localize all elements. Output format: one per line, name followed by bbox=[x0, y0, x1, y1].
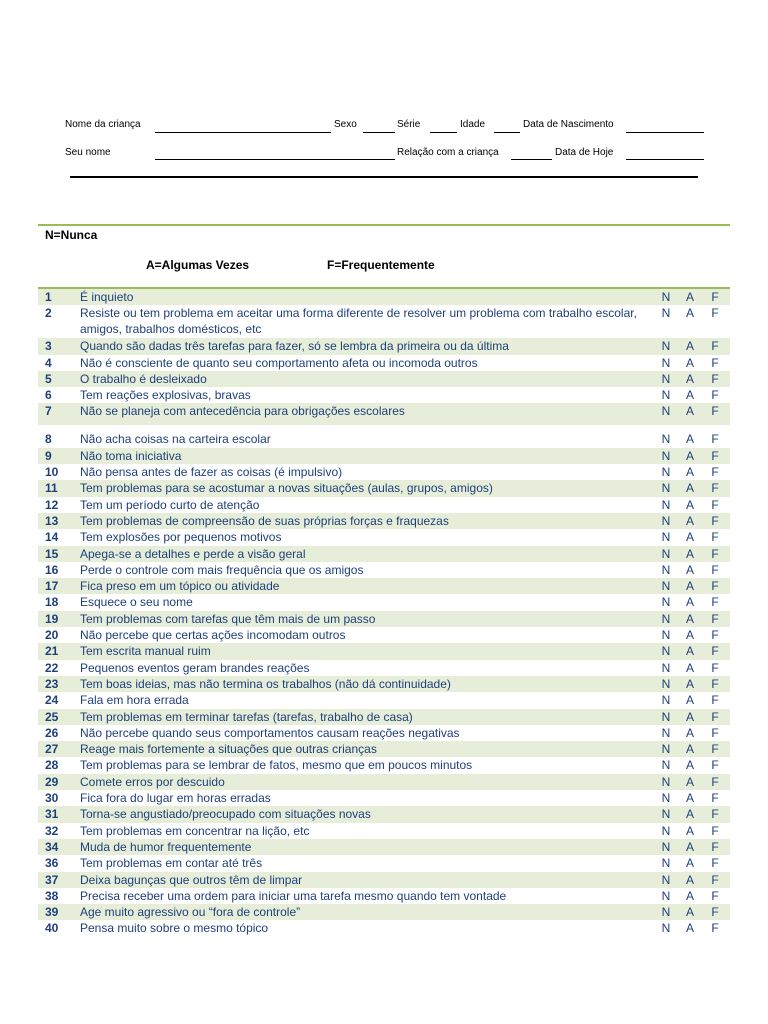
answer-never-option[interactable]: N bbox=[661, 497, 671, 512]
answer-sometimes-option[interactable]: A bbox=[685, 306, 694, 321]
item-text: Fica fora do lugar em horas erradas bbox=[80, 791, 271, 806]
answer-never-option[interactable]: N bbox=[661, 371, 671, 386]
table-row bbox=[38, 338, 730, 354]
item-number: 12 bbox=[45, 497, 59, 512]
answer-never-option[interactable]: N bbox=[661, 530, 671, 545]
item-text: Tem problemas para se lembrar de fatos, mesmo que em poucos minutos bbox=[80, 758, 473, 773]
answer-never-option[interactable]: N bbox=[661, 290, 671, 304]
item-number: 20 bbox=[45, 628, 59, 643]
answer-sometimes-option[interactable]: A bbox=[685, 339, 694, 354]
item-text: Não toma iniciativa bbox=[80, 448, 182, 463]
item-text: Tem problemas com tarefas que têm mais de um passo bbox=[80, 611, 376, 626]
item-number: 37 bbox=[45, 872, 59, 887]
item-text: Quando são dadas três tarefas para fazer, só se lembra da primeira ou da última bbox=[80, 339, 509, 354]
answer-frequently-option[interactable]: F bbox=[711, 388, 719, 403]
answer-frequently-option[interactable]: F bbox=[711, 693, 719, 708]
answer-sometimes-option[interactable]: A bbox=[685, 611, 694, 626]
relation-field[interactable] bbox=[511, 159, 552, 160]
table-row bbox=[38, 529, 730, 545]
answer-frequently-option[interactable]: F bbox=[711, 611, 719, 626]
item-text: Apega-se a detalhes e perde a visão geral bbox=[80, 546, 306, 561]
answer-never-option[interactable]: N bbox=[661, 758, 671, 773]
answer-never-option[interactable]: N bbox=[661, 306, 671, 321]
item-number: 30 bbox=[45, 791, 59, 806]
table-row bbox=[38, 888, 730, 904]
table-row bbox=[38, 855, 730, 871]
answer-sometimes-option[interactable]: A bbox=[685, 725, 694, 740]
item-number: 19 bbox=[45, 611, 59, 626]
answer-never-option[interactable]: N bbox=[661, 388, 671, 403]
table-row bbox=[38, 872, 730, 888]
age-field[interactable] bbox=[494, 132, 520, 133]
table-row bbox=[38, 562, 730, 578]
answer-never-option[interactable]: N bbox=[661, 644, 671, 659]
answer-sometimes-option[interactable]: A bbox=[685, 513, 694, 528]
answer-sometimes-option[interactable]: A bbox=[685, 905, 694, 920]
child-name-field[interactable] bbox=[155, 132, 331, 133]
item-number: 8 bbox=[45, 432, 52, 447]
answer-sometimes-option[interactable]: A bbox=[685, 404, 694, 419]
table-row bbox=[38, 790, 730, 806]
answer-sometimes-option[interactable]: A bbox=[685, 644, 694, 659]
answer-sometimes-option[interactable]: A bbox=[685, 856, 694, 871]
table-row bbox=[38, 594, 730, 610]
table-row bbox=[38, 823, 730, 839]
table-row bbox=[38, 387, 730, 403]
answer-frequently-option[interactable]: F bbox=[711, 921, 719, 936]
item-number: 13 bbox=[45, 513, 59, 528]
item-number: 27 bbox=[45, 742, 59, 757]
answer-sometimes-option[interactable]: A bbox=[685, 371, 694, 386]
answer-sometimes-option[interactable]: A bbox=[685, 676, 694, 691]
answer-sometimes-option[interactable]: A bbox=[685, 355, 694, 370]
item-number: 2 bbox=[45, 306, 52, 321]
table-row bbox=[38, 643, 730, 659]
answer-sometimes-option[interactable]: A bbox=[685, 823, 694, 838]
table-row bbox=[38, 578, 730, 594]
answer-never-option[interactable]: N bbox=[661, 628, 671, 643]
item-number: 14 bbox=[45, 530, 59, 545]
grade-label: Série bbox=[397, 119, 421, 130]
table-row bbox=[38, 660, 730, 676]
answer-never-option[interactable]: N bbox=[661, 595, 671, 610]
table-row bbox=[38, 497, 730, 513]
table-row bbox=[38, 676, 730, 692]
table-row bbox=[38, 371, 730, 387]
item-number: 24 bbox=[45, 693, 59, 708]
answer-sometimes-option[interactable]: A bbox=[685, 921, 694, 936]
item-text: Esquece o seu nome bbox=[80, 595, 193, 610]
table-row bbox=[38, 355, 730, 371]
item-number: 34 bbox=[45, 839, 59, 854]
item-number: 1 bbox=[45, 290, 52, 304]
answer-never-option[interactable]: N bbox=[661, 839, 671, 854]
your-name-label: Seu nome bbox=[65, 147, 111, 158]
item-text: Deixa bagunças que outros têm de limpar bbox=[80, 872, 303, 887]
answer-frequently-option[interactable]: F bbox=[711, 774, 719, 789]
answer-never-option[interactable]: N bbox=[661, 513, 671, 528]
items-table bbox=[38, 289, 730, 937]
child-name-label: Nome da criança bbox=[65, 119, 141, 130]
item-text: Fala em hora errada bbox=[80, 693, 189, 708]
answer-never-option[interactable]: N bbox=[661, 546, 671, 561]
table-row bbox=[38, 627, 730, 643]
answer-sometimes-option[interactable]: A bbox=[685, 481, 694, 496]
item-number: 21 bbox=[45, 644, 59, 659]
item-text: Fica preso em um tópico ou atividade bbox=[80, 579, 280, 594]
table-row bbox=[38, 774, 730, 790]
answer-never-option[interactable]: N bbox=[661, 432, 671, 447]
item-text: Não é consciente de quanto seu comportamento afeta ou incomoda outros bbox=[80, 355, 478, 370]
answer-never-option[interactable]: N bbox=[661, 481, 671, 496]
answer-frequently-option[interactable]: F bbox=[711, 355, 719, 370]
relation-label: Relação com a criança bbox=[397, 147, 499, 158]
legend-top-rule bbox=[38, 224, 730, 226]
answer-never-option[interactable]: N bbox=[661, 579, 671, 594]
answer-sometimes-option[interactable]: A bbox=[685, 562, 694, 577]
today-label: Data de Hoje bbox=[555, 147, 614, 158]
answer-never-option[interactable]: N bbox=[661, 693, 671, 708]
answer-frequently-option[interactable]: F bbox=[711, 905, 719, 920]
age-label: Idade bbox=[460, 119, 486, 130]
answer-sometimes-option[interactable]: A bbox=[685, 758, 694, 773]
item-number: 38 bbox=[45, 888, 59, 903]
answer-never-option[interactable]: N bbox=[661, 709, 671, 724]
item-text: Não pensa antes de fazer as coisas (é impulsivo) bbox=[80, 465, 343, 480]
answer-frequently-option[interactable]: F bbox=[711, 709, 719, 724]
item-number: 9 bbox=[45, 448, 52, 463]
answer-frequently-option[interactable]: F bbox=[711, 404, 719, 419]
table-row bbox=[38, 513, 730, 529]
table-row bbox=[38, 305, 730, 338]
answer-never-option[interactable]: N bbox=[661, 807, 671, 822]
item-number: 10 bbox=[45, 465, 59, 480]
table-row bbox=[38, 904, 730, 920]
item-text: Tem problemas em terminar tarefas (tarefas, trabalho de casa) bbox=[80, 709, 413, 724]
answer-never-option[interactable]: N bbox=[661, 921, 671, 936]
today-field[interactable] bbox=[626, 159, 704, 160]
item-text: Reage mais fortemente a situações que outras crianças bbox=[80, 742, 377, 757]
answer-frequently-option[interactable]: F bbox=[711, 823, 719, 838]
item-text: Tem problemas em contar até três bbox=[80, 856, 263, 871]
answer-frequently-option[interactable]: F bbox=[711, 481, 719, 496]
answer-never-option[interactable]: N bbox=[661, 562, 671, 577]
answer-sometimes-option[interactable]: A bbox=[685, 872, 694, 887]
answer-never-option[interactable]: N bbox=[661, 742, 671, 757]
answer-frequently-option[interactable]: F bbox=[711, 725, 719, 740]
item-text: Tem escrita manual ruim bbox=[80, 644, 211, 659]
answer-frequently-option[interactable]: F bbox=[711, 742, 719, 757]
item-number: 15 bbox=[45, 546, 59, 561]
answer-sometimes-option[interactable]: A bbox=[685, 660, 694, 675]
grade-field[interactable] bbox=[430, 132, 457, 133]
item-text: Tem problemas em concentrar na lição, etc bbox=[80, 823, 310, 838]
table-row bbox=[38, 448, 730, 464]
answer-sometimes-option[interactable]: A bbox=[685, 839, 694, 854]
answer-sometimes-option[interactable]: A bbox=[685, 290, 694, 304]
item-number: 39 bbox=[45, 905, 59, 920]
item-text: Pensa muito sobre o mesmo tópico bbox=[80, 921, 269, 936]
answer-frequently-option[interactable]: F bbox=[711, 497, 719, 512]
answer-never-option[interactable]: N bbox=[661, 448, 671, 463]
table-row bbox=[38, 692, 730, 708]
item-text: Tem reações explosivas, bravas bbox=[80, 388, 251, 403]
table-row bbox=[38, 611, 730, 627]
item-number: 40 bbox=[45, 921, 59, 936]
item-number: 32 bbox=[45, 823, 59, 838]
answer-frequently-option[interactable]: F bbox=[711, 888, 719, 903]
item-text: Não se planeja com antecedência para obrigações escolares bbox=[80, 404, 405, 419]
table-row bbox=[38, 741, 730, 757]
answer-never-option[interactable]: N bbox=[661, 339, 671, 354]
answer-frequently-option[interactable]: F bbox=[711, 371, 719, 386]
answer-frequently-option[interactable]: F bbox=[711, 306, 719, 321]
item-text: Não percebe que certas ações incomodam outros bbox=[80, 628, 346, 643]
answer-frequently-option[interactable]: F bbox=[711, 562, 719, 577]
answer-sometimes-option[interactable]: A bbox=[685, 595, 694, 610]
table-row bbox=[38, 546, 730, 562]
item-number: 5 bbox=[45, 371, 52, 386]
birthdate-field[interactable] bbox=[626, 132, 704, 133]
answer-never-option[interactable]: N bbox=[661, 823, 671, 838]
answer-sometimes-option[interactable]: A bbox=[685, 888, 694, 903]
answer-sometimes-option[interactable]: A bbox=[685, 579, 694, 594]
item-text: Tem um período curto de atenção bbox=[80, 497, 260, 512]
sex-label: Sexo bbox=[334, 119, 357, 130]
item-number: 31 bbox=[45, 807, 59, 822]
answer-frequently-option[interactable]: F bbox=[711, 546, 719, 561]
legend-frequently: F=Frequentemente bbox=[327, 258, 435, 272]
item-number: 18 bbox=[45, 595, 59, 610]
answer-frequently-option[interactable]: F bbox=[711, 856, 719, 871]
answer-never-option[interactable]: N bbox=[661, 905, 671, 920]
answer-sometimes-option[interactable]: A bbox=[685, 774, 694, 789]
item-number: 17 bbox=[45, 579, 59, 594]
table-row bbox=[38, 757, 730, 773]
answer-never-option[interactable]: N bbox=[661, 611, 671, 626]
answer-never-option[interactable]: N bbox=[661, 660, 671, 675]
birthdate-label: Data de Nascimento bbox=[523, 119, 614, 130]
answer-frequently-option[interactable]: F bbox=[711, 579, 719, 594]
answer-sometimes-option[interactable]: A bbox=[685, 546, 694, 561]
answer-sometimes-option[interactable]: A bbox=[685, 530, 694, 545]
item-number: 26 bbox=[45, 725, 59, 740]
answer-sometimes-option[interactable]: A bbox=[685, 448, 694, 463]
table-row bbox=[38, 920, 730, 936]
table-row bbox=[38, 839, 730, 855]
item-number: 3 bbox=[45, 339, 52, 354]
table-row bbox=[38, 709, 730, 725]
table-row bbox=[38, 403, 730, 425]
header-divider bbox=[70, 176, 698, 178]
answer-frequently-option[interactable]: F bbox=[711, 872, 719, 887]
answer-frequently-option[interactable]: F bbox=[711, 595, 719, 610]
sex-field[interactable] bbox=[363, 132, 395, 133]
item-number: 25 bbox=[45, 709, 59, 724]
answer-never-option[interactable]: N bbox=[661, 404, 671, 419]
item-number: 28 bbox=[45, 758, 59, 773]
item-text: Comete erros por descuido bbox=[80, 774, 225, 789]
item-text: Tem problemas de compreensão de suas próprias forças e fraquezas bbox=[80, 513, 449, 528]
answer-sometimes-option[interactable]: A bbox=[685, 742, 694, 757]
your-name-field[interactable] bbox=[155, 159, 395, 160]
answer-frequently-option[interactable]: F bbox=[711, 791, 719, 806]
answer-never-option[interactable]: N bbox=[661, 774, 671, 789]
answer-sometimes-option[interactable]: A bbox=[685, 791, 694, 806]
item-number: 4 bbox=[45, 355, 52, 370]
item-number: 6 bbox=[45, 388, 52, 403]
answer-sometimes-option[interactable]: A bbox=[685, 465, 694, 480]
item-text: É inquieto bbox=[80, 290, 134, 304]
item-text: Tem explosões por pequenos motivos bbox=[80, 530, 282, 545]
answer-frequently-option[interactable]: F bbox=[711, 432, 719, 447]
item-text: Torna-se angustiado/preocupado com situações novas bbox=[80, 807, 371, 822]
item-text: Tem problemas para se acostumar a novas situações (aulas, grupos, amigos) bbox=[80, 481, 493, 496]
answer-frequently-option[interactable]: F bbox=[711, 628, 719, 643]
item-text: Muda de humor frequentemente bbox=[80, 839, 252, 854]
item-text: Perde o controle com mais frequência que os amigos bbox=[80, 562, 364, 577]
answer-frequently-option[interactable]: F bbox=[711, 465, 719, 480]
answer-frequently-option[interactable]: F bbox=[711, 513, 719, 528]
answer-sometimes-option[interactable]: A bbox=[685, 432, 694, 447]
answer-frequently-option[interactable]: F bbox=[711, 644, 719, 659]
answer-never-option[interactable]: N bbox=[661, 856, 671, 871]
item-text: Não acha coisas na carteira escolar bbox=[80, 432, 271, 447]
item-number: 11 bbox=[45, 481, 58, 496]
answer-frequently-option[interactable]: F bbox=[711, 758, 719, 773]
answer-sometimes-option[interactable]: A bbox=[685, 693, 694, 708]
item-text: Precisa receber uma ordem para iniciar uma tarefa mesmo quando tem vontade bbox=[80, 888, 507, 903]
answer-sometimes-option[interactable]: A bbox=[685, 807, 694, 822]
item-text: Resiste ou tem problema em aceitar uma forma diferente de resolver um problema com trabalho escolar, amigos, trabalhos domésticos, etc bbox=[80, 306, 637, 337]
item-number: 36 bbox=[45, 856, 59, 871]
answer-frequently-option[interactable]: F bbox=[711, 339, 719, 354]
item-number: 7 bbox=[45, 404, 52, 419]
answer-never-option[interactable]: N bbox=[661, 465, 671, 480]
table-row bbox=[38, 725, 730, 741]
answer-frequently-option[interactable]: F bbox=[711, 660, 719, 675]
answer-never-option[interactable]: N bbox=[661, 355, 671, 370]
answer-never-option[interactable]: N bbox=[661, 725, 671, 740]
item-number: 29 bbox=[45, 774, 59, 789]
answer-frequently-option[interactable]: F bbox=[711, 530, 719, 545]
item-text: Age muito agressivo ou “fora de controle” bbox=[80, 905, 301, 920]
table-row bbox=[38, 806, 730, 822]
item-text: Não percebe quando seus comportamentos causam reações negativas bbox=[80, 725, 460, 740]
answer-frequently-option[interactable]: F bbox=[711, 290, 719, 304]
legend-never: N=Nunca bbox=[45, 228, 98, 242]
item-text: O trabalho é desleixado bbox=[80, 371, 207, 386]
item-number: 22 bbox=[45, 660, 59, 675]
table-row bbox=[38, 431, 730, 447]
answer-frequently-option[interactable]: F bbox=[711, 807, 719, 822]
answer-frequently-option[interactable]: F bbox=[711, 676, 719, 691]
item-text: Pequenos eventos geram brandes reações bbox=[80, 660, 310, 675]
answer-frequently-option[interactable]: F bbox=[711, 839, 719, 854]
answer-never-option[interactable]: N bbox=[661, 676, 671, 691]
legend-sometimes: A=Algumas Vezes bbox=[146, 258, 250, 272]
answer-sometimes-option[interactable]: A bbox=[685, 628, 694, 643]
item-number: 23 bbox=[45, 676, 59, 691]
table-row bbox=[38, 464, 730, 480]
answer-never-option[interactable]: N bbox=[661, 791, 671, 806]
answer-sometimes-option[interactable]: A bbox=[685, 497, 694, 512]
table-row bbox=[38, 480, 730, 496]
answer-frequently-option[interactable]: F bbox=[711, 448, 719, 463]
answer-never-option[interactable]: N bbox=[661, 872, 671, 887]
item-number: 16 bbox=[45, 562, 59, 577]
item-text: Tem boas ideias, mas não termina os trabalhos (não dá continuidade) bbox=[80, 676, 451, 691]
answer-never-option[interactable]: N bbox=[661, 888, 671, 903]
answer-sometimes-option[interactable]: A bbox=[685, 388, 694, 403]
answer-sometimes-option[interactable]: A bbox=[685, 709, 694, 724]
table-row bbox=[38, 289, 730, 305]
